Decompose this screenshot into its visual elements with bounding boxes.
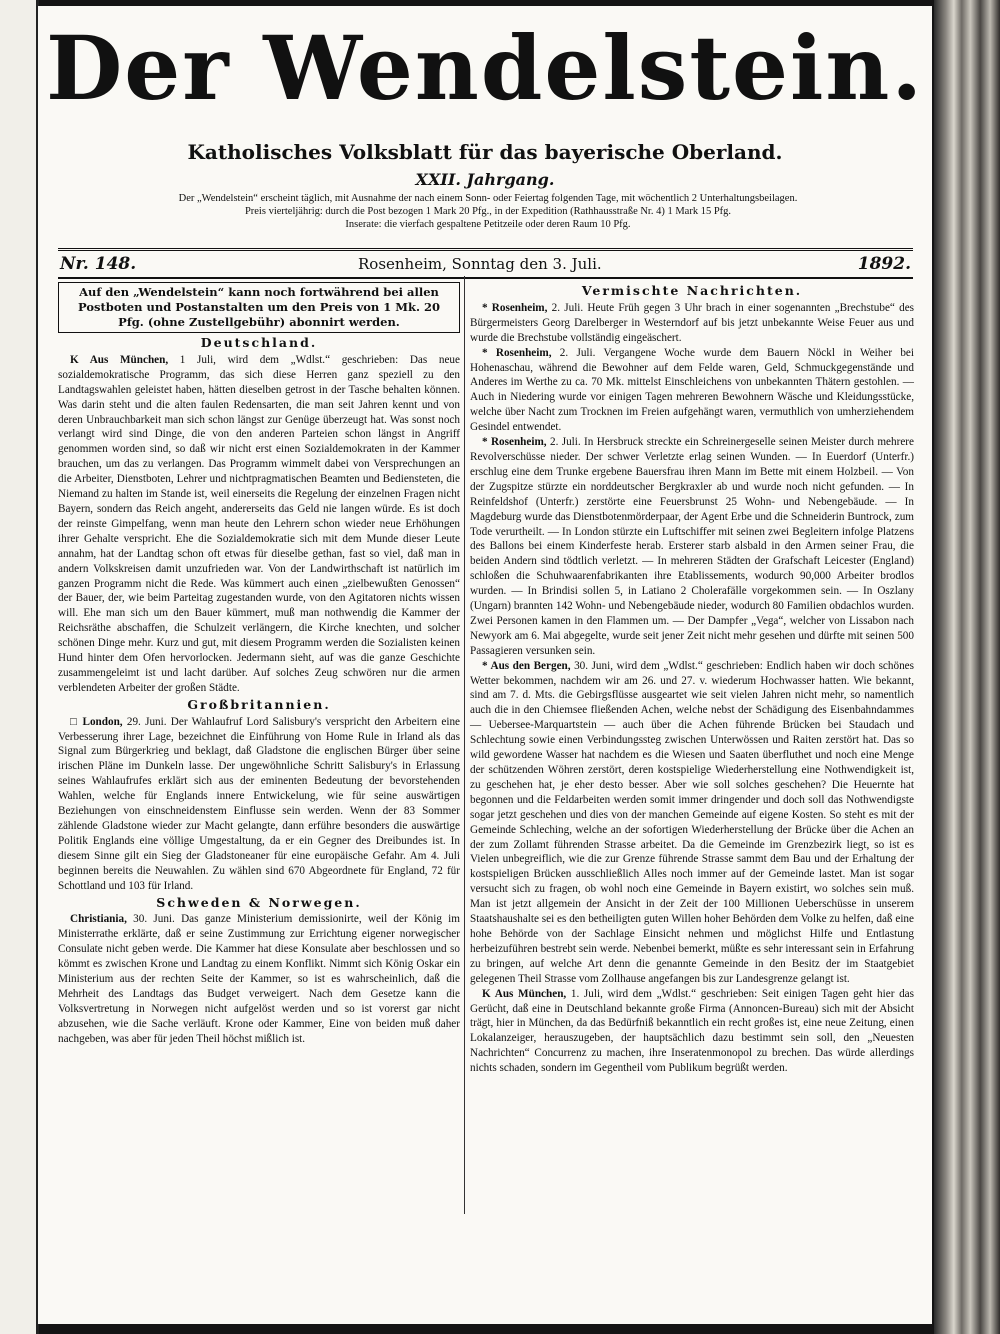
article-germany [58, 353, 460, 696]
article-body: 2. Juli. Heute Früh gegen 3 Uhr brach in einer sogenannten „Brechstube“ des Bürgermeisters Georg Darelberger in Westerndorf auf bis jetzt unbekannte Weise Feuer aus und wurde die Brechstube vollständig eingeäschert. [470, 301, 915, 344]
section-heading-britain: Großbritannien. [187, 696, 331, 712]
article-rosenheim-3 [470, 435, 914, 659]
article-body: 29. Juni. Der Wahlaufruf Lord Salisbury's verspricht den Arbeitern eine Verbesserung ihrer Lage, bezeichnet die Einführung von Home Rule in Irland als das Signal zum Bürgerkrieg und beklagt, daß Gladstone die englischen Bürger über seine irischen Pläne im Dunkeln lasse. Der ungewöhnliche Schritt Salisbury's in Erlassung seines Wahlaufrufes erklärt sich aus der eminenten Bedeutung der bevorstehenden Wahlen, welche für Englands innere Entwickelung, wie für seine auswärtigen Beziehungen von einschneidenstem Einflusse sein werden. Wenn der 83 Sommer zählende Gladstone wieder zur Macht gelangte, dann erführe besonders die auswärtige Politik Englands eine völlige Umgestaltung, da er ein Gegner des Dreibundes ist. In diesem Sinne gilt ein Sieg der Gladstoneaner für eine europäische Gefahr. Am 4. Juli beginnen bereits die Neuwahlen. Zu wählen sind 670 Abgeordnete für England, 72 für Schottland und 103 für Irland. [58, 715, 460, 892]
article-body: 1 Juli, wird dem „Wdlst.“ geschrieben: Das neue sozialdemokratische Programm, das sich diese Herren ganz speziell zu den Landtagswahlen geleistet haben, hätten dieselben getrost in der Tasche behalten können. Was darin steht und die alten faulen Redensarten, die man seit Jahren kennt und von deren Unbrauchbarkeit man sich schon längst zur Genüge überzeugt hat. Was sonst noch verlangt wird sind Dinge, die von den anderen Parteien schon längst in Angriff genommen worden sind, so daß wir nicht erst einen Sozialdemokraten in der Kammer brauchen, um das zu verlangen. Das Programm wimmelt dabei von Versprechungen an die Arbeiter, Dienstboten, Lehrer und nichtpragmatischen Beamten und Bediensteten, die Niemand zu halten im Stande ist, weil einerseits die Regelung der einzelnen Fragen nicht Bayern, sondern das Reich angeht, andererseits das Geld nie langen würde. Es ist doch der reinste Gimpelfang, wenn man heute den Lehrern schon wieder neue Erhöhungen ihrer Gehalte verspricht. Ehe die Sozialdemokratie sich mit dem Munde dieser Leute annahm, hat der Landtag schon oft etwas für dieselbe gethan, fast so viel, daß man in andern Volkskreisen damit unzufrieden war. Von der Landwirthschaft ist natürlich im ganzen Programm nicht die Rede. Was kümmert auch einen „zielbewußten Genossen“ der Bauer, der, wie beim Parteitag zugestanden wurde, von den Agitatoren nichts wissen will. Ehe man sich um den Bauer kümmert, muß man nothwendig die Kammer der Reichsräthe abschaffen, die Schulzeit verlängern, die Kirche knechten, und solcher schönen Dinge mehr. Kurz und gut, mit diesem Programm werden die Sozialisten keinen Hund hinter dem Ofen hervorlocken. Jedermann sieht, auf was die ganze Geschichte zusammengeleimt ist und lacht darüber. Auf solches Zeug schwören nur die armen verblendeten Arbeiter der großen Städte. [58, 353, 460, 694]
article-britain [58, 715, 460, 894]
article-lead: K Aus München, [482, 987, 567, 1000]
article-body: 30. Juni, wird dem „Wdlst.“ geschrieben: Endlich haben wir doch schönes Wetter bekommen, nachdem wir am 26. und 27. v. wiederum Hochwasser hatten. Wie bekannt, sind am 7. d. Mts. die Gebirgsflüsse ausgeartet wie seit vielen Jahren nicht mehr, so namentlich auch die in den Chiemsee fließenden Achen, welche nebst der Schädigung des Eisenbahndammes — Uebersee-Marquartstein — auch über die Achen führende Brücken bei Staudach und Schlechtung sowie einen Verbindungssteg zwischen Unterwössen und Raiten zerstört hat. Das so wild gewordene Wasser hat nachdem es die Wiesen und Saaten überfluthet und noch eine Menge der schützenden Wöhren zerstört, deren kostspielige Wiederherstellung eine Nothwendigkeit ist, zu geschehen hat, je eher desto besser. Aber wie soll solches geschehen? Die Heuernte hat begonnen und die Feldarbeiten werden somit immer dringender und doch soll das Nothwendigste sogar jetzt geschehen und dies von der manchen Gemeinde auf eigene Kosten. So steht es mit der Gemeinde Schleching, welche an der sofortigen Wiederherstellung der Brücke über die Achen an der zum Zollamt führenden Strasse arbeitet. Da die Gemeinde im Grenzbezirk liegt, so ist es Vielen unbegreiflich, wie die zur Grenze führende Strasse sammt dem Bau und der Erhaltung der kostspieligen Brücken ausschließlich Alles noch immer auf der Gemeinde lastet. Man ist sogar versucht sich zu fragen, ob wohl noch eine Gemeinde in Bayern existirt, wo solches sein muß. Man ist jetzt allgemein der Ansicht in der Zeit der 100 Millionen Ueberschüsse in unserem Staatshaushalte sei es den betheiligten guten Willen hoher Behörden dem Volke zu helfen, daß eine hohe Behörde von der Sachlage Einsicht nehmen und möglichst Hilfe und Entlastung herbeizuführen bestrebt sein werde. Nebenbei bemerkt, müßte es sehr interessant sein in Erfahrung zu bringen, auf welche Art denn die genannte Gemeinde in den Besitz der im Staatgebiet gelegenen Theil Strasse vom Zollhause angefangen bis zur Landesgrenze gelangt ist. [470, 659, 914, 985]
article-lead: □ London, [70, 715, 123, 728]
publication-info [58, 192, 918, 231]
article-lead: * Rosenheim, [482, 436, 547, 449]
book-binding-edge [934, 0, 1000, 1334]
volume-label: XXII. Jahrgang. [415, 170, 555, 189]
article-lead: K Aus München, [70, 353, 169, 366]
section-heading-germany: Deutschland. [200, 335, 318, 350]
section-heading-misc: Vermischte Nachrichten. [581, 283, 803, 298]
article-body: 2. Juli. In Hersbruck streckte ein Schreinergeselle seinen Meister durch mehrere Revolverschüsse nieder. Der schwer Verletzte erlag seinen Wunden. — In Euerdorf (Unterfr.) erschlug eine dem Trunke ergebene Bauersfrau ihren Mann im Bette mit einem Holzbeil. — Von der Zugspitze stürzte ein norddeutscher Bergkraxler ab und wurde noch nicht gefunden. — In Reinfeldshof (Unterfr.) zerstörte eine Feuersbrunst 25 Wohn- und Nebengebäude. — In Magdeburg wurde das Dienstbotenmörderpaar, der Agent Erbe und die Schneiderin Buntrock, zum Tode verurtheilt. — In London stürzte ein Luftschiffer mit seinen zwei Begleitern infolge Platzens des Ballons bei einem Kinderfeste herab. Ersterer starb alsbald in den Armen seiner Frau, die beiden Andern sind tödtlich verletzt. — In mehreren Städten der Grafschaft Leicester (England) schloßen die Schuhwaarenfabrikanten ihre Etablissements, wodurch 90,000 Arbeiter brodlos wurden. — In Brindisi sollen 5, in Latiano 2 Cholerafälle vorgekommen sein. — In Oszlany (Ungarn) brannten 142 Wohn- und Nebengebäude nieder, wodurch 80 Familien obdachlos wurden. Zwei Personen kamen in den Flammen um. — Der Dampfer „Vega“, welcher von Lissabon nach Newyork am 6. Mai abgegelte, wurde seit jener Zeit nicht mehr gesehen und dürfte mit seinen 500 Passagieren versunken sein. [470, 436, 914, 657]
info-line: Inserate: die vierfach gespaltene Petitzeile oder deren Raum 10 Pfg. [345, 219, 631, 230]
section-heading-sweden: Schweden & Norwegen. [156, 894, 362, 910]
masthead-subtitle: Katholisches Volksblatt für das bayerische Oberland. [187, 140, 783, 164]
article-rosenheim-2 [470, 346, 914, 435]
article-sweden [58, 912, 460, 1046]
subscription-notice: Auf den „Wendelstein“ kann noch fortwährend bei allen Postboten und Postanstalten um den Preis von 1 Mk. 20 Pfg. (ohne Zustellgebühr) abonnirt werden. [58, 282, 460, 333]
article-lead: * Rosenheim, [482, 301, 548, 314]
place-date: Rosenheim, Sonntag den 3. Juli. [358, 255, 602, 273]
issue-year: 1892. [857, 254, 911, 274]
article-lead: * Rosenheim, [482, 346, 552, 359]
article-muenchen [470, 987, 914, 1076]
article-body: 2. Juli. Vergangene Woche wurde dem Bauern Nöckl in Weiher bei Hohenaschau, während die Bewohner auf dem Felde waren, Geld, Schmuckgegenstände und Anderes im Werthe zu ca. 70 Mk. mittelst Einschleichens von unbekannten Thätern gestohlen. — Auch in Niedering wurde vor einigen Tagen mehreren Bewohnern Wäsche und Kleidungsstücke, welche über Nacht zum Trocknen im Freien aufgehängt waren, vermuthlich von umherziehendem Gesindel entwendet. [470, 346, 914, 434]
adjacent-page-strip [0, 0, 39, 1334]
left-column [58, 282, 460, 1047]
issue-number: Nr. 148. [60, 254, 137, 274]
article-lead: Christiania, [70, 913, 127, 926]
article-aus-den-bergen [470, 659, 914, 987]
article-body: 1. Juli, wird dem „Wdlst.“ geschrieben: Seit einigen Tagen geht hier das Gerücht, daß eine in Deutschland bekannte große Firma (Annoncen-Bureau) sich mit der Absicht trägt, hier in München, da das Bedürfniß bekanntlich ein recht großes ist, eine neue Zeitung, einen Lokalanzeiger, herauszugeben, der hauptsächlich dazu bestimmt sein soll, den „Neuesten Nachrichten“ Concurrenz zu machen, ihre Inseratenmonopol zu brechen. Das würde allerdings nichts schaden, sondern im Gegentheil vom Publikum begrüßt werden. [470, 987, 914, 1075]
article-body: 30. Juni. Das ganze Ministerium demissionirte, weil der König im Ministerrathe erklärte, daß er seine Zustimmung zur Errichtung eigener norwegischer Consulate nicht geben werde. Die Kammer hat diese Konsulate aber beschlossen und so kömmt es zwischen Krone und Landtag zu einem Konflikt. Nimmt sich König Oskar ein Ministerium aus der rechten Seite der Kammer, so ist es wahrscheinlich, daß die Mehrheit des Landtags das Budget verweigert. Nach dem Gesetze kann die Volksvertretung in Norwegen nicht aufgelöst werden und so ist vorerst gar nicht abzusehen, wie die Sache verläuft. Krone oder Kammer, Eine von beiden muß daher nachgeben, was aber für jeden Theil höchst mißlich ist. [58, 913, 460, 1045]
newspaper-page [38, 6, 932, 1324]
info-line: Der „Wendelstein“ erscheint täglich, mit Ausnahme der nach einem Sonn- oder Feiertag folgenden Tage, mit wöchentlich 2 Unterhaltungsbeilagen. [178, 193, 798, 204]
article-lead: * Aus den Bergen, [482, 659, 571, 672]
column-divider [464, 276, 465, 1214]
dateline [58, 248, 913, 279]
masthead-title: Der Wendelstein. [45, 16, 925, 120]
article-rosenheim-1 [470, 301, 914, 346]
right-column [470, 282, 914, 1076]
info-line: Preis vierteljährig: durch die Post bezogen 1 Mark 20 Pfg., in der Expedition (Rathhausstraße Nr. 4) 1 Mark 15 Pfg. [244, 206, 732, 217]
